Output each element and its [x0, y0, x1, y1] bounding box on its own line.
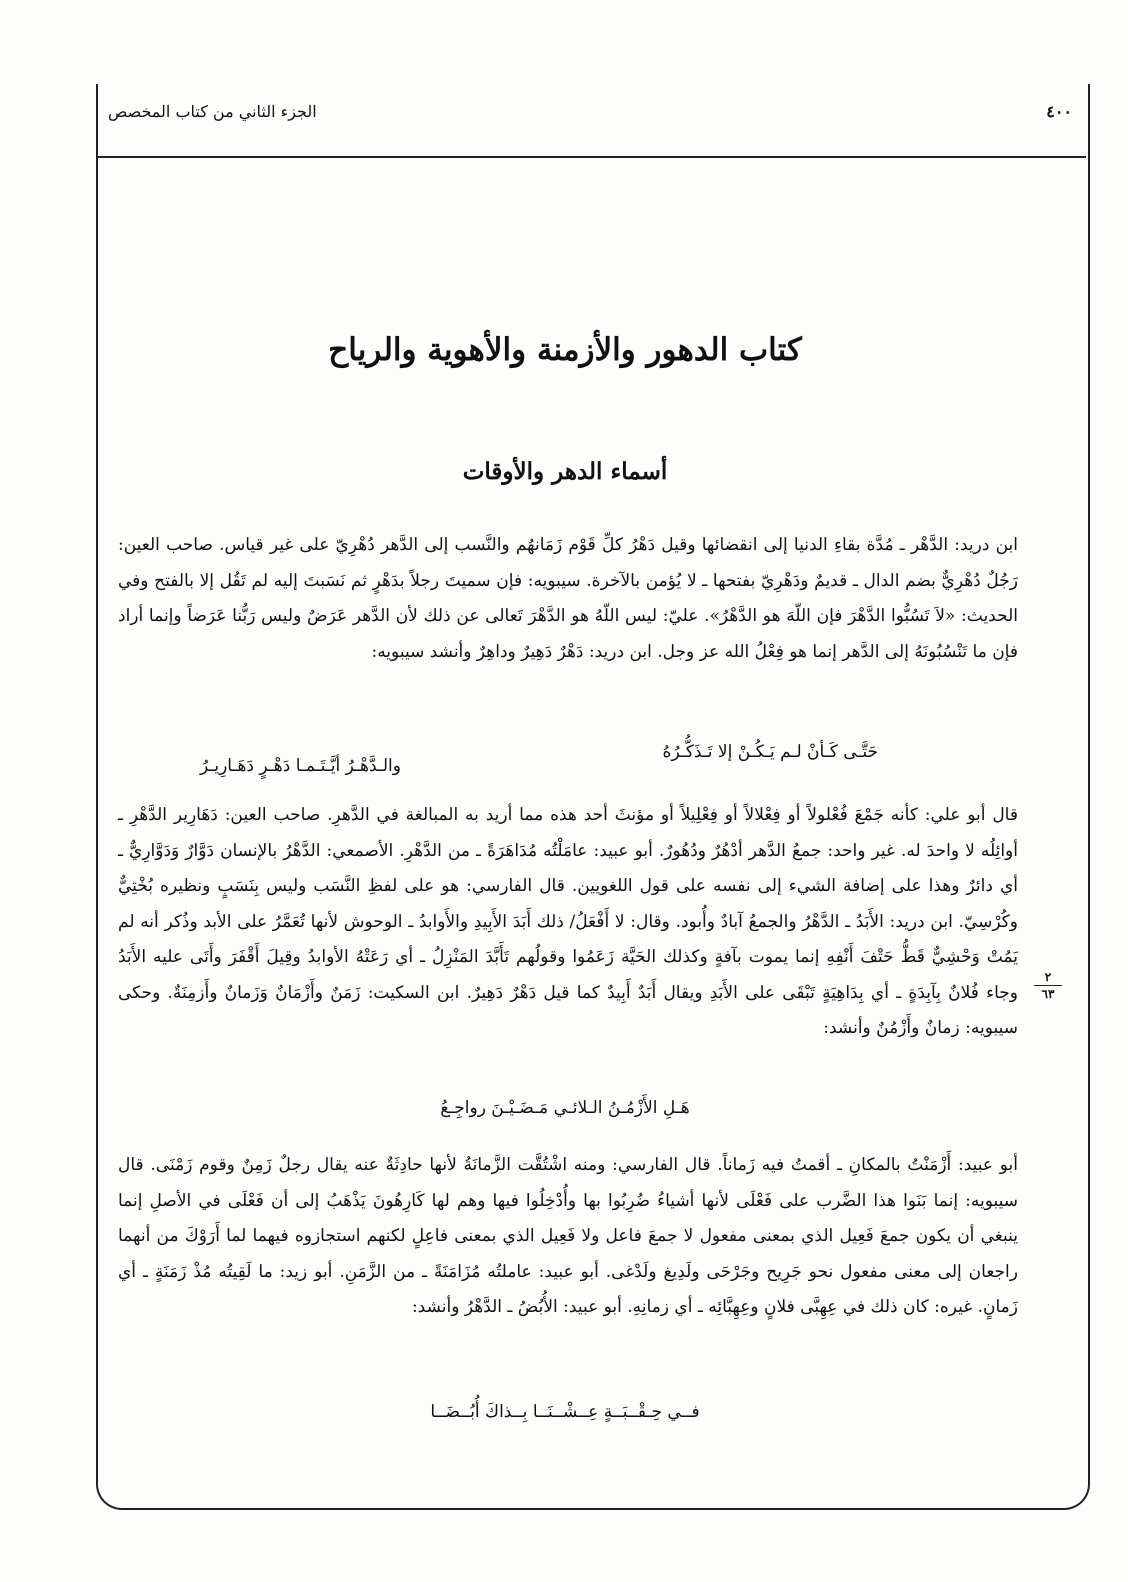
verse-2: هَـلِ الأَزْمُـنُ الـلائـي مَـضَـيْـنَ رواجِـعُ — [440, 1098, 690, 1118]
paragraph-1: ابن دريد: الدَّهْر ـ مُدَّة بقاءِ الدنيا إلى انقضائها وقيل دَهْرُ كلِّ قَوْم زَمَانهُم والنَّسب إلى الدَّهر دُهْرِيّ على غير قياس. صاحب العين: رَجُلٌ دُهْرِيٌّ بضم الدال ـ قديمٌ ودَهْرِيّ بفتحها ـ لا يُؤمن بالآخرة. سيبويه: فإن سميتَ رجلاً بدَهْرٍ ثم نَسَبتَ إليه لم تَقُل إلا بالفتح وفي الحديث: «لاَ تَسُبُّوا الدَّهْرَ فإن اللّهَ هو الدَّهْرُ». عليّ: ليس اللّهُ هو الدَّهْرَ تَعالى عن ذلك لأن الدَّهر عَرَضٌ وليس رَبُّنا عَرَضاً وإنما أراد فإن ما تَنْسُبُونَهُ إلى الدَّهر إنما هو فِعْلُ الله عز وجل. ابن دريد: دَهْرٌ دَهِيرٌ وداهِرٌ وأنشد سيبويه: — [118, 535, 1018, 662]
margin-ref-bottom: ٦٣ — [1041, 987, 1055, 1001]
paragraph-2: قال أبو علي: كأنه جَمْعَ فُعْلولاً أو فِعْلالاً أو فِعْلِيلاً أو مؤنثَ أحد هذه مما أريد به المبالغة في الدَّهرِ. صاحب العين: دَهَارِير الدَّهْرِ ـ أوائِلُه لا واحدَ له. غير واحد: جمعُ الدَّهر أدْهُرٌ ودُهُورٌ. أبو عبيد: عامَلْتُه مُدَاهَرَةً ـ من الدَّهْرِ. الأصمعي: الدَّهْرُ بالإنسان دَوَّارٌ وَدَوَّارِيٌّ ـ أي دائرٌ وهذا على إضافة الشيء إلى نفسه على قول اللغويين. قال الفارسي: هو على لفظِ النَّسَب وليس بِنَسَبٍ ونظيره بُخْتِيٌّ وكُرْسِيّ. ابن دريد: الأَبَدُ ـ الدَّهْرُ والجمعُ آبادٌ وأُبود. وقال: لا أَفْعَلُ/ ذلك أَبَدَ الأَبِيدِ والأَوابدُ ـ الوحوش لأنها تُعَمَّرُ على الأبد وذُكر أنه لم يَمُتْ وَحْشِيٌّ قَطُّ حَتْفَ أَنْفِهِ إنما يموت بآفةٍ وكذلك الحَيَّة زَعَمُوا وقولُهم تَأَبَّدَ المَنْزِلُ ـ أي رَعَتْهُ الأوابدُ وقِيلَ أَقْفَرَ وأَتَى عليه الأَبَدُ وجاء فُلانٌ بِآبِدَةٍ ـ أي بِدَاهِيَةٍ تَبْقَى على الأَبَدِ ويقال أَبَدٌ أَبِيدٌ كما قيل دَهْرٌ دَهِيرٌ. ابن السكيت: زَمَنٌ وأَزْمَانٌ وَزَمانٌ وأَزمِنَةٌ. وحكى سيبويه: زمانٌ وأَزْمُنٌ وأنشد: — [118, 805, 1018, 1038]
page-header — [96, 96, 1086, 158]
page-number: ٤٠٠ — [1046, 102, 1072, 121]
paragraph-3: أبو عبيد: أَزْمَنْتُ بالمكانِ ـ أقمتُ فيه زَماناً. قال الفارسي: ومنه اشْتُقَّت الزَّمانَةُ لأنها حادِثَةٌ عنه يقال رجلٌ زَمِنٌ وقوم زَمْنَى. قال سيبويه: إنما بَنَوا هذا الضَّرب على فَعْلَى لأنها أشياءُ ضُرِبُوا بها وأُدْخِلُوا فيها وهم لها كَارِهُونَ يَذْهَبُ إلى أن فَعْلَى في الأصلِ إنما ينبغي أن يكون جمعَ فَعِيل الذي بمعنى مفعول لا جمعَ فاعل ولا فَعِيل الذي بمعنى فاعِلٍ لكنهم استجازوه فيهما لما أَرَوْكَ من أنهما راجعان إلى معنى مفعول نحو جَرِيح وجَرْحَى ولَدِيغ ولَدْغى. أبو عبيد: عاملتُه مُزَامَنَةً ـ من الزَّمَنِ. أبو زيد: ما لَقِيتُه مُذْ زَمَنَةٍ ـ أي زَمانٍ. غيره: كان ذلك في عِهِبَّى فلانٍ وعِهِبَّائِه ـ أي زمانِهِ. أبو عبيد: الأُبُضُ ـ الدَّهْرُ وأنشد: — [118, 1155, 1018, 1317]
margin-ref-top: ٢ — [1044, 970, 1052, 984]
section-title: أسماء الدهر والأوقات — [462, 458, 668, 485]
verse-3: فــي حِـقْــبَــةٍ عِــشْــنَــا بِــذاكَ أُبُــضَــا — [430, 1402, 700, 1422]
verse-1-second-hemistich: والـدَّهْـرُ أيَّـتَـمـا دَهْـرٍ دَهَـارِيـرُ — [200, 756, 401, 776]
margin-ref-divider — [1034, 985, 1062, 986]
verse-1-first-hemistich: حَتَّـى كَـأنْ لـم يَـكُـنْ إلا تَـذَكُّـرُهُ — [662, 742, 878, 762]
book-title: كتاب الدهور والأزمنة والأهوية والرياح — [328, 332, 802, 368]
running-title: الجزء الثاني من كتاب المخصص — [108, 102, 317, 121]
margin-reference — [1028, 970, 1068, 1001]
